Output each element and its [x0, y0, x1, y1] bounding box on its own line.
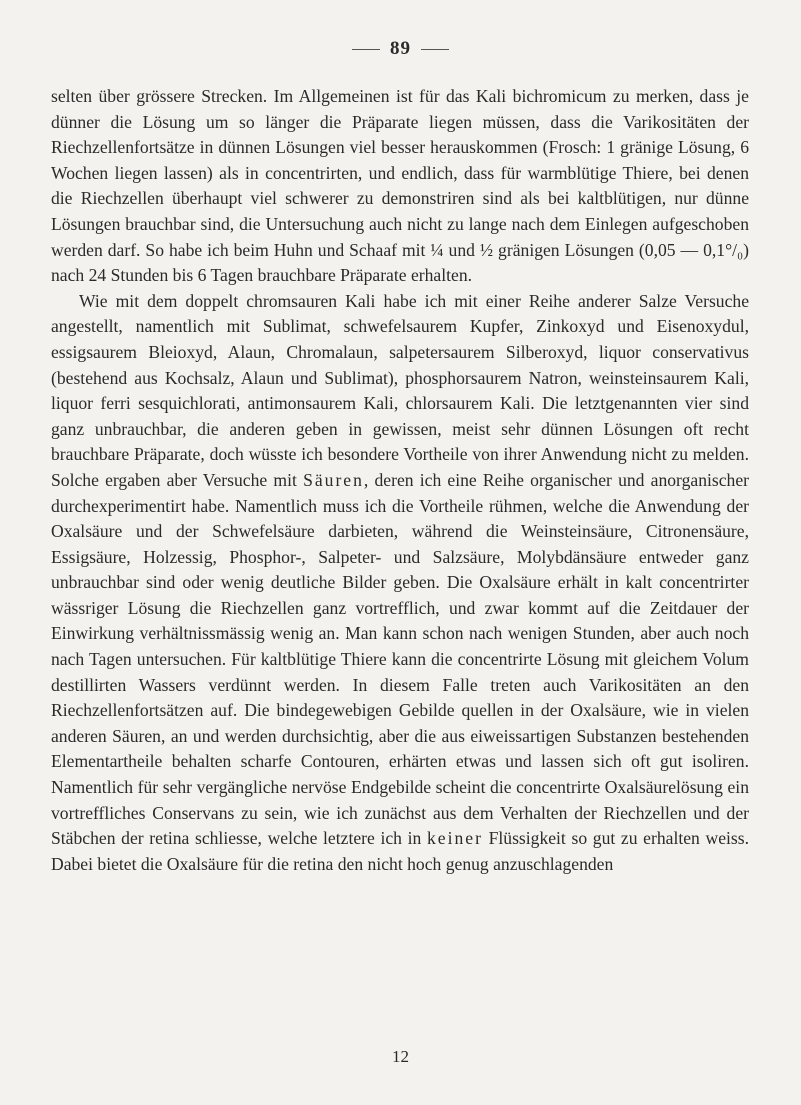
paragraph-1: selten über grössere Strecken. Im Allgemeinen ist für das Kali bichromicum zu merken, dass je dünner die Lösung um so länger die Präparate liegen müssen, dass die Varikositäten der Riechzellenfortsätze in dünnen Lösungen viel besser herauskommen (Frosch: 1 gränige Lösung, 6 Wochen liegen lassen) als in concentrirten, und endlich, dass für warmblütige Thiere, bei denen die Riechzellen überhaupt viel schwerer zu demonstriren sind als bei kaltblütigen, nur dünne Lösungen brauchbar sind, die Untersuchung auch nicht zu lange nach dem Einlegen aufgeschoben werden darf. So habe ich beim Huhn und Schaaf mit ¼ und ½ gränigen Lösungen (0,05 — 0,1°/₀) nach 24 Stunden bis 6 Tagen brauchbare Präparate erhalten. [51, 86, 749, 286]
signature-mark: 12 [392, 1047, 409, 1066]
page-number: 89 [390, 38, 411, 59]
header-dash-right [421, 49, 449, 50]
body-text [51, 84, 749, 877]
header-dash-left [352, 49, 380, 50]
emphasis-keiner: keiner [426, 828, 483, 849]
emphasis-saeuren: Säuren [303, 469, 364, 490]
paragraph-2-part-b: , deren ich eine Reihe organischer und anorganischer durchexperimentirt habe. Namentlich muss ich die Vortheile rühmen, welche die Anwendung der Oxalsäure und der Schwefelsäure darbieten, während die Weinsteinsäure, Citronensäure, Essigsäure, Holzessig, Phosphor-, Salpeter- und Salzsäure, Molybdänsäure entweder ganz unbrauchbar sind oder wenig deutliche Bilder geben. Die Oxalsäure erhält in kalt concentrirter wässriger Lösung die Riechzellen ganz vortrefflich, und zwar kommt auf die Zeitdauer der Einwirkung verhältnissmässig wenig an. Man kann schon nach wenigen Stunden, aber auch noch nach Tagen untersuchen. Für kaltblütige Thiere kann die concentrirte Lösung mit gleichem Volum destillirten Wassers verdünnt werden. In diesem Falle treten auch Varikositäten an den Riechzellenfortsätzen auf. Die bindegewebigen Gebilde quellen in der Oxalsäure, wie in vielen anderen Säuren, an und werden durchsichtig, aber die aus eiweissartigen Substanzen bestehenden Elementartheile behalten scharfe Contouren, erhärten etwas und lassen sich oft gut isoliren. Namentlich für sehr vergängliche nervöse Endgebilde scheint die concentrirte Oxalsäurelösung ein vortreffliches Conservans zu sein, wie ich zunächst aus dem Verhalten der Riechzellen und der Stäbchen der retina schliesse, welche letztere ich in [51, 469, 749, 849]
paragraph-2-part-a: Wie mit dem doppelt chromsauren Kali habe ich mit einer Reihe anderer Salze Versuche angestellt, namentlich mit Sublimat, schwefelsaurem Kupfer, Zinkoxyd und Eisenoxydul, essigsaurem Bleioxyd, Alaun, Chromalaun, salpetersaurem Silberoxyd, liquor conservativus (bestehend aus Kochsalz, Alaun und Sublimat), phosphorsaurem Natron, weinsteinsaurem Kali, liquor ferri sesquichlorati, antimonsaurem Kali, chlorsaurem Kali. Die letztgenannten vier sind ganz unbrauchbar, die anderen geben in gewissen, meist sehr dünnen Lösungen oft recht brauchbare Präparate, doch wüsste ich besondere Vortheile von ihrer Anwendung nicht zu melden. Solche ergaben aber Versuche mit [51, 290, 749, 490]
page-header [0, 38, 801, 60]
paragraph-2 [51, 289, 749, 878]
paragraph-2-part-c: Flüssigkeit so gut zu erhalten weiss. Dabei bietet die Oxalsäure für die retina den nicht hoch genug anzuschlagenden [51, 828, 749, 874]
